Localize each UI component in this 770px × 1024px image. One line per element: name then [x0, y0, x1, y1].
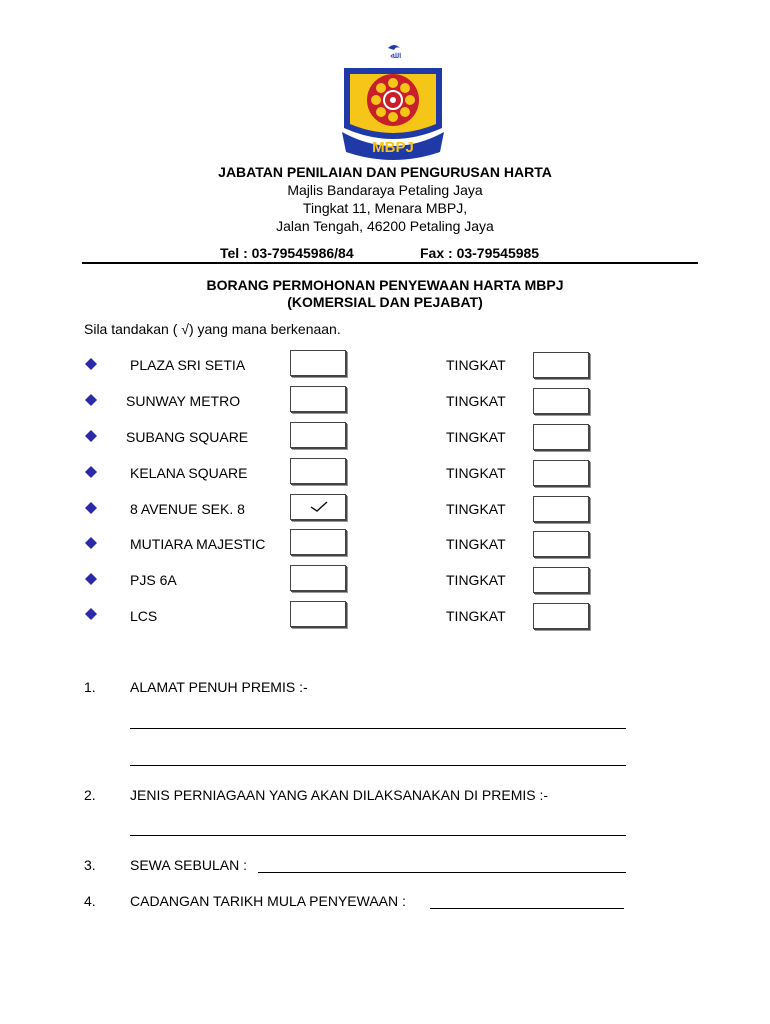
- floor-label: TINGKAT: [446, 357, 506, 373]
- floor-label: TINGKAT: [446, 501, 506, 517]
- question-number: 1.: [84, 679, 96, 695]
- property-name: SUBANG SQUARE: [126, 429, 249, 445]
- property-name: PLAZA SRI SETIA: [130, 357, 246, 373]
- mbpj-logo: [334, 40, 452, 160]
- property-name: KELANA SQUARE: [130, 465, 248, 481]
- start-date-answer-line[interactable]: [430, 908, 624, 909]
- question-start-date: CADANGAN TARIKH MULA PENYEWAAN :: [130, 893, 406, 909]
- form-title: BORANG PERMOHONAN PENYEWAAN HARTA MBPJ: [206, 277, 564, 293]
- property-checkbox-subang-square[interactable]: [290, 422, 346, 448]
- property-name: 8 AVENUE SEK. 8: [130, 501, 245, 517]
- instruction: Sila tandakan ( √) yang mana berkenaan.: [84, 321, 341, 337]
- address-answer-line-1[interactable]: [130, 728, 626, 729]
- property-checkbox-kelana-square[interactable]: [290, 458, 346, 484]
- floor-label: TINGKAT: [446, 429, 506, 445]
- logo-crescent: [388, 45, 400, 50]
- property-name: LCS: [130, 608, 158, 624]
- property-checkbox-sunway-metro[interactable]: [290, 386, 346, 412]
- question-business-type: JENIS PERNIAGAAN YANG AKAN DILAKSANAKAN DI PREMIS :-: [130, 787, 549, 803]
- fax: Fax : 03-79545985: [420, 245, 540, 261]
- diamond-bullet-icon: [85, 537, 97, 549]
- department-name: JABATAN PENILAIAN DAN PENGURUSAN HARTA: [218, 164, 552, 180]
- logo-flower: [367, 74, 419, 126]
- diamond-bullet-icon: [85, 502, 97, 514]
- property-checkbox-8-avenue[interactable]: [290, 494, 346, 520]
- property-checkbox-lcs[interactable]: [290, 601, 346, 627]
- business-answer-line[interactable]: [130, 835, 626, 836]
- property-checkbox-mutiara-majestic[interactable]: [290, 529, 346, 555]
- question-full-address: ALAMAT PENUH PREMIS :-: [130, 679, 308, 695]
- question-number: 3.: [84, 857, 96, 873]
- diamond-bullet-icon: [85, 466, 97, 478]
- property-name: PJS 6A: [130, 572, 177, 588]
- property-checkbox-pjs-6a[interactable]: [290, 565, 346, 591]
- floor-field-subang-square[interactable]: [533, 424, 589, 450]
- diamond-bullet-icon: [85, 573, 97, 585]
- address-line-3: Jalan Tengah, 46200 Petaling Jaya: [276, 218, 494, 234]
- property-name: MUTIARA MAJESTIC: [130, 536, 266, 552]
- property-name: SUNWAY METRO: [126, 393, 241, 409]
- address-line-2: Tingkat 11, Menara MBPJ,: [302, 200, 468, 216]
- floor-label: TINGKAT: [446, 572, 506, 588]
- monthly-rent-answer-line[interactable]: [258, 872, 626, 873]
- form-subtitle: (KOMERSIAL DAN PEJABAT): [287, 294, 483, 310]
- diamond-bullet-icon: [85, 394, 97, 406]
- diamond-bullet-icon: [85, 358, 97, 370]
- question-number: 2.: [84, 787, 96, 803]
- floor-label: TINGKAT: [446, 465, 506, 481]
- question-monthly-rent: SEWA SEBULAN :: [130, 857, 247, 873]
- question-number: 4.: [84, 893, 96, 909]
- floor-field-pjs-6a[interactable]: [533, 567, 589, 593]
- floor-field-8-avenue[interactable]: [533, 496, 589, 522]
- floor-field-kelana-square[interactable]: [533, 460, 589, 486]
- floor-field-sunway-metro[interactable]: [533, 388, 589, 414]
- logo-text: MBPJ: [372, 139, 414, 156]
- floor-field-mutiara-majestic[interactable]: [533, 531, 589, 557]
- floor-label: TINGKAT: [446, 608, 506, 624]
- telephone: Tel : 03-79545986/84: [220, 245, 354, 261]
- header-divider: [82, 262, 698, 264]
- floor-label: TINGKAT: [446, 393, 506, 409]
- address-line-1: Majlis Bandaraya Petaling Jaya: [287, 182, 483, 198]
- floor-label: TINGKAT: [446, 536, 506, 552]
- floor-field-plaza-sri-setia[interactable]: [533, 352, 589, 378]
- floor-field-lcs[interactable]: [533, 603, 589, 629]
- checkmark-icon: [291, 495, 345, 519]
- svg-text:ﷲ: ﷲ: [390, 51, 396, 61]
- diamond-bullet-icon: [85, 608, 97, 620]
- property-checkbox-plaza-sri-setia[interactable]: [290, 350, 346, 376]
- diamond-bullet-icon: [85, 430, 97, 442]
- address-answer-line-2[interactable]: [130, 765, 626, 766]
